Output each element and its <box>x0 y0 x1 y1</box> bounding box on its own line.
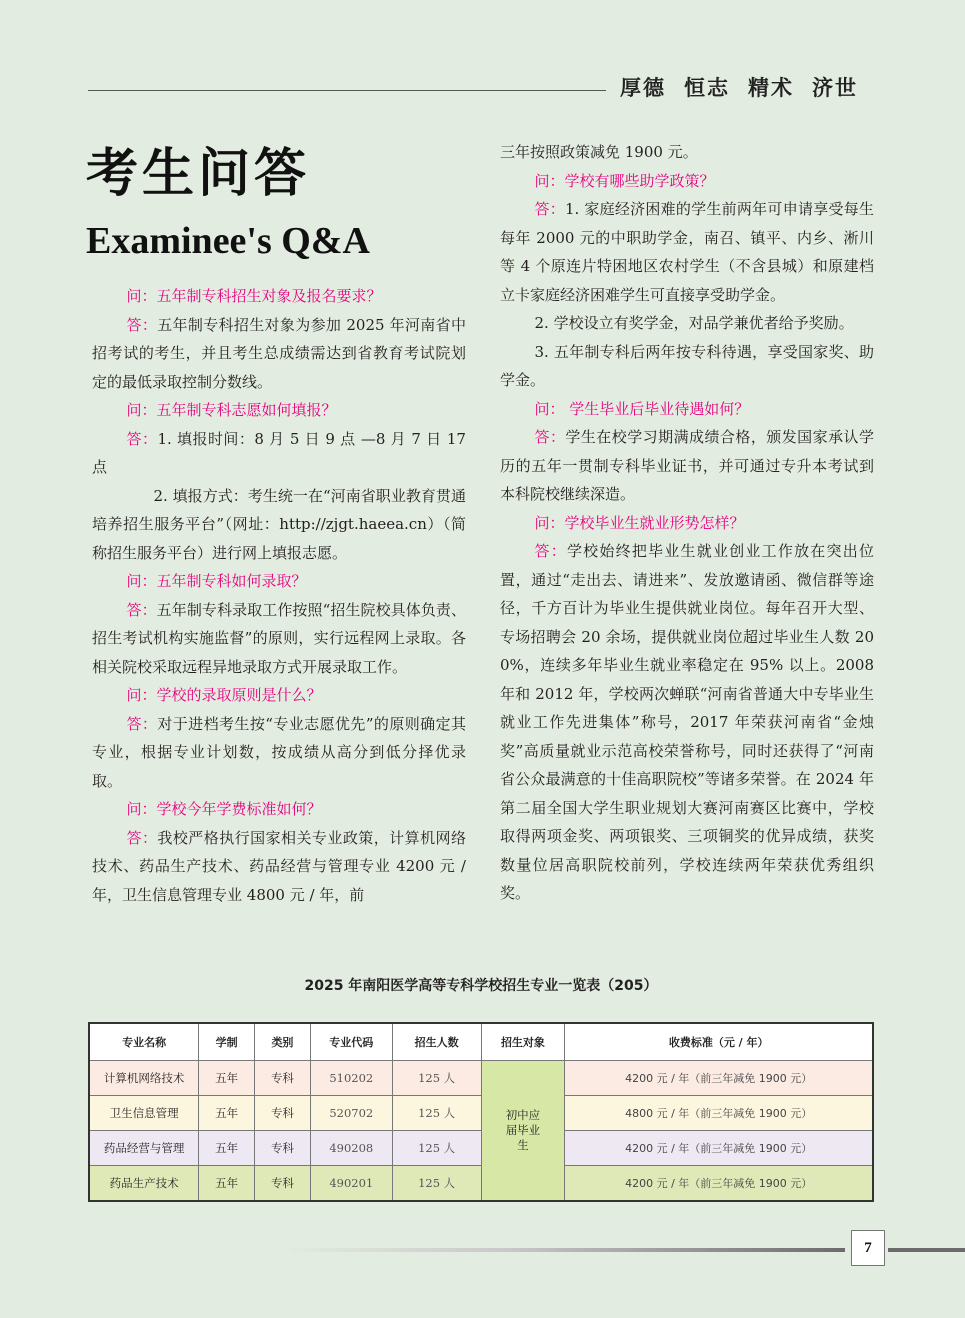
answer-item: 2. 填报方式：考生统一在“河南省职业教育贯通培养招生服务平台”（网址：http://zjgt.haeea.cn）（简称招生服务平台）进行网上填报志愿。 <box>92 486 466 562</box>
table-row <box>89 1096 873 1131</box>
answer: 答：学生在校学习期满成绩合格，颁发国家承认学历的五年一贯制专科毕业证书，并可通过专升本考试到本科院校继续深造。 <box>500 428 874 503</box>
table-row <box>89 1166 873 1202</box>
major-name: 计算机网络技术 <box>89 1061 199 1096</box>
answer-item: 3. 五年制专科后两年按专科待遇，享受国家奖、助学金。 <box>500 342 874 389</box>
answer: 答：五年制专科招生对象为参加 2025 年河南省中招考试的考生，并且考生总成绩需达到省教育考试院划定的最低录取控制分数线。 <box>92 315 466 391</box>
column-header: 学制 <box>199 1023 255 1061</box>
answer: 答：学校始终把毕业生就业创业工作放在突出位置，通过“走出去、请进来”、发放邀请函、微信群等途径，千方百计为毕业生提供就业岗位。每年召开大型、专场招聘会 20 余场，提供就业岗位超过毕业生人数 200%，连续多年毕业生就业率稳定在 95% 以上。2008 年和 2012 年，学校两次蝉联“河南省普通大中专毕业生就业工作先进集体”称号，2017 年荣获河南省“金烛奖”高质量就业示范高校荣誉称号，同时还获得了“河南省公众最满意的十佳高职院校”等诸多荣誉。在 2024 年第二届全国大学生职业规划大赛河南赛区比赛中，学校取得两项金奖、两项银奖、三项铜奖的优异成绩，获奖数量位居高职院校前列，学校连续两年荣获优秀组织奖。 <box>500 542 874 902</box>
major-name: 卫生信息管理 <box>89 1096 199 1131</box>
answer-continued: 三年按照政策减免 1900 元。 <box>500 143 698 161</box>
question: 问：五年制专科如何录取？ <box>126 572 307 590</box>
footer-rule <box>285 1248 845 1252</box>
page-number: 7 <box>851 1230 885 1266</box>
question: 问：五年制专科招生对象及报名要求？ <box>126 287 382 305</box>
major-years: 五年 <box>199 1096 255 1131</box>
motto-word: 厚德 <box>620 76 666 100</box>
header-motto <box>620 72 890 102</box>
page-title: 考生问答 <box>86 143 311 204</box>
column-header: 招生人数 <box>392 1023 481 1061</box>
answer: 答：1. 填报时间：8 月 5 日 9 点 —8 月 7 日 17 点 <box>92 429 466 476</box>
left-column <box>92 282 466 909</box>
motto-word: 恒志 <box>684 76 730 100</box>
major-code: 510202 <box>310 1061 392 1096</box>
question: 问：学校有哪些助学政策？ <box>534 171 715 190</box>
major-name: 药品经营与管理 <box>89 1131 199 1166</box>
major-fee: 4800 元 / 年（前三年减免 1900 元） <box>565 1096 873 1131</box>
motto-word: 精术 <box>748 76 794 100</box>
major-type: 专科 <box>255 1061 311 1096</box>
major-count: 125 人 <box>392 1166 481 1202</box>
page-subtitle: Examinee's Q&A <box>86 220 370 262</box>
answer: 答：1. 家庭经济困难的学生前两年可申请享受每生每年 2000 元的中职助学金，南召、镇平、内乡、淅川等 4 个原连片特困地区农村学生（不含县城）和原建档立卡家庭经济困难学生可直接享受助学金。 <box>500 200 874 304</box>
major-count: 125 人 <box>392 1131 481 1166</box>
major-code: 520702 <box>310 1096 392 1131</box>
question: 问： 学生毕业后毕业待遇如何？ <box>534 399 750 418</box>
question: 问：学校毕业生就业形势怎样？ <box>534 513 745 532</box>
major-count: 125 人 <box>392 1096 481 1131</box>
footer-rule-end <box>888 1248 965 1252</box>
column-header: 专业名称 <box>89 1023 199 1061</box>
column-header: 专业代码 <box>310 1023 392 1061</box>
major-code: 490208 <box>310 1131 392 1166</box>
major-type: 专科 <box>255 1096 311 1131</box>
question: 问：学校今年学费标准如何？ <box>126 800 322 818</box>
answer: 答：五年制专科录取工作按照“招生院校具体负责、招生考试机构实施监督”的原则，实行远程网上录取。各相关院校采取远程异地录取方式开展录取工作。 <box>92 600 466 676</box>
right-column <box>500 138 874 908</box>
enrollment-target: 初中应届毕业生 <box>481 1061 565 1202</box>
answer: 答：我校严格执行国家相关专业政策，计算机网络技术、药品生产技术、药品经营与管理专业 4200 元 / 年，卫生信息管理专业 4800 元 / 年，前 <box>92 828 466 904</box>
table-title: 2025 年南阳医学高等专科学校招生专业一览表（205） <box>304 978 658 994</box>
major-type: 专科 <box>255 1131 311 1166</box>
motto-word: 济世 <box>812 76 858 100</box>
answer-item: 2. 学校设立有奖学金，对品学兼优者给予奖励。 <box>534 314 854 332</box>
column-header: 招生对象 <box>481 1023 565 1061</box>
header-divider <box>88 90 606 91</box>
answer: 答：对于进档考生按“专业志愿优先”的原则确定其专业，根据专业计划数，按成绩从高分到低分择优录取。 <box>92 714 466 790</box>
major-count: 125 人 <box>392 1061 481 1096</box>
question: 问：五年制专科志愿如何填报？ <box>126 401 337 419</box>
major-fee: 4200 元 / 年（前三年减免 1900 元） <box>565 1061 873 1096</box>
major-name: 药品生产技术 <box>89 1166 199 1202</box>
major-code: 490201 <box>310 1166 392 1202</box>
major-years: 五年 <box>199 1166 255 1202</box>
column-header: 类别 <box>255 1023 311 1061</box>
table-row <box>89 1131 873 1166</box>
major-fee: 4200 元 / 年（前三年减免 1900 元） <box>565 1166 873 1202</box>
column-header: 收费标准（元 / 年） <box>565 1023 873 1061</box>
question: 问：学校的录取原则是什么？ <box>126 686 322 704</box>
major-type: 专科 <box>255 1166 311 1202</box>
majors-table <box>88 1022 874 1202</box>
table-row <box>89 1061 873 1096</box>
table-header-row <box>89 1023 873 1061</box>
major-years: 五年 <box>199 1061 255 1096</box>
major-fee: 4200 元 / 年（前三年减免 1900 元） <box>565 1131 873 1166</box>
major-years: 五年 <box>199 1131 255 1166</box>
